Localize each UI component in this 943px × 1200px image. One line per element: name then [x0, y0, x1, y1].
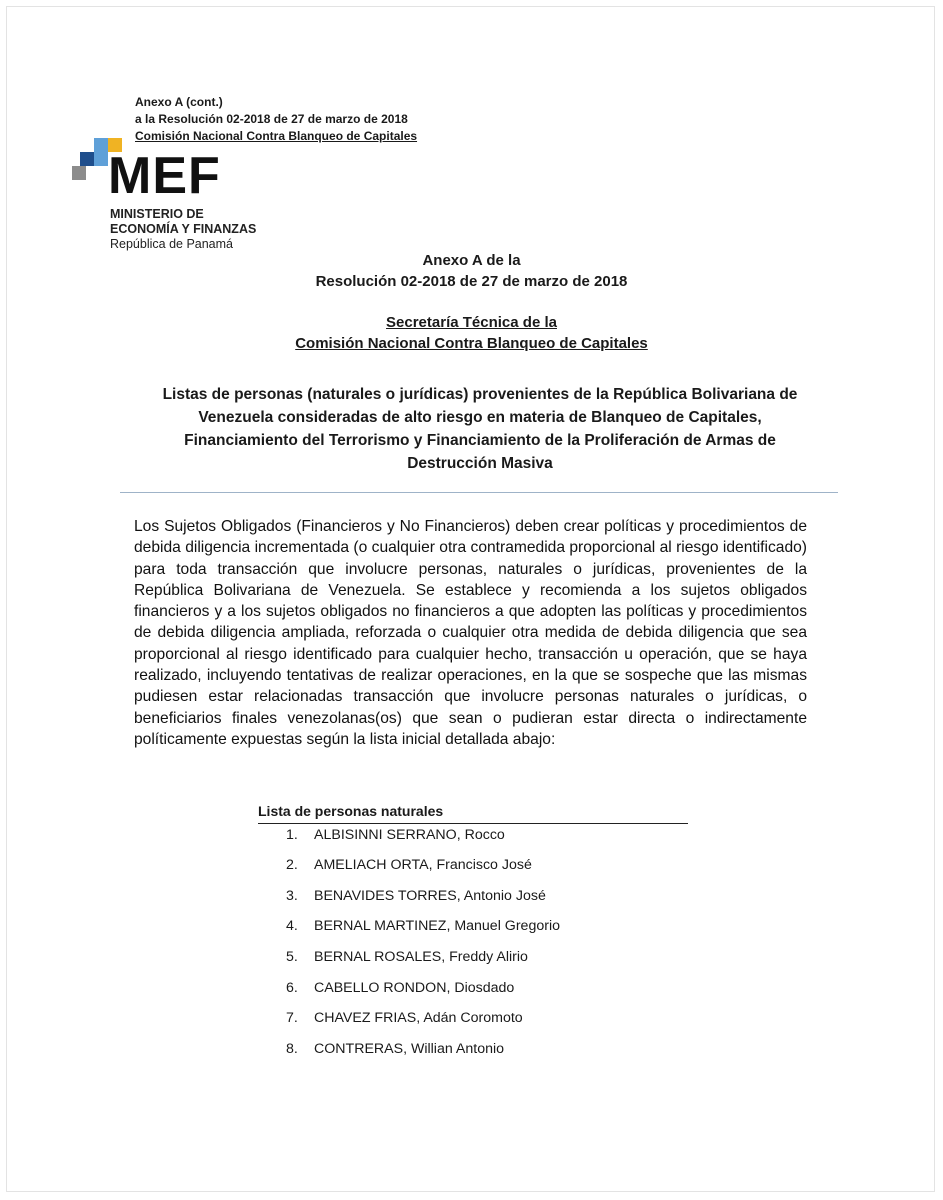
logo-line-3: República de Panamá	[110, 237, 233, 251]
list-item-name: CABELLO RONDON, Diosdado	[314, 979, 515, 996]
subject-title: Listas de personas (naturales o jurídicas) provenientes de la República Bolivariana de Venezuela consideradas de alto riesgo en materia de Blanqueo de Capitales, Financiamiento del Terrorismo y Financiamiento de la Proliferación de Armas de Destrucción Masiva	[162, 386, 798, 472]
list-item-number: 6.	[286, 979, 298, 996]
secretariat-title-line1: Secretaría Técnica de la	[386, 314, 557, 331]
natural-persons-list	[258, 826, 688, 1071]
list-item	[258, 826, 688, 856]
logo-line-2: ECONOMÍA Y FINANZAS	[110, 222, 257, 236]
logo-word: MEF	[108, 147, 221, 205]
list-item-name: ALBISINNI SERRANO, Rocco	[314, 827, 505, 843]
list-item-number: 3.	[286, 887, 298, 904]
list-title: Lista de personas naturales	[258, 802, 688, 824]
mef-logo	[72, 136, 292, 256]
header-note-line1: Anexo A (cont.)	[135, 95, 223, 109]
list-item-number: 1.	[286, 827, 298, 843]
list-item	[258, 948, 688, 979]
annex-title-line2: Resolución 02-2018 de 27 de marzo de 2018	[315, 273, 628, 290]
list-item-name: BERNAL ROSALES, Freddy Alirio	[314, 949, 528, 966]
header-note-line2: a la Resolución 02-2018 de 27 de marzo de 2018	[135, 112, 408, 126]
list-item-name: BENAVIDES TORRES, Antonio José	[314, 887, 546, 904]
logo-line-1: MINISTERIO DE	[110, 207, 204, 221]
list-item-number: 2.	[286, 857, 298, 873]
list-item-number: 5.	[286, 949, 298, 966]
list-item-name: CHAVEZ FRIAS, Adán Coromoto	[314, 1010, 523, 1027]
logo-square-dark-blue	[80, 152, 94, 166]
list-item-number: 4.	[286, 918, 298, 935]
logo-square-light-blue	[94, 138, 108, 152]
logo-square-gray	[72, 166, 86, 180]
list-item	[258, 979, 688, 1010]
list-item-name: CONTRERAS, Willian Antonio	[314, 1041, 505, 1058]
secretariat-title-line2: Comisión Nacional Contra Blanqueo de Capitales	[295, 335, 648, 352]
secretariat-title	[0, 312, 943, 354]
list-item-name: AMELIACH ORTA, Francisco José	[314, 857, 532, 873]
list-item-number: 7.	[286, 1010, 298, 1027]
logo-square-light-blue-2	[94, 152, 108, 166]
header-note-line3: Comisión Nacional Contra Blanqueo de Capitales	[135, 129, 418, 143]
list-item-number: 8.	[286, 1041, 298, 1058]
list-item	[258, 887, 688, 918]
annex-title	[0, 250, 943, 292]
divider	[120, 492, 838, 493]
body-paragraph: Los Sujetos Obligados (Financieros y No Financieros) deben crear políticas y procedimientos de debida diligencia incrementada (o cualquier otra contramedida proporcional al riesgo identificado) para toda transacción que involucre personas, naturales o jurídicas, provenientes de la República Bolivariana de Venezuela. Se establece y recomienda a los sujetos obligados financieros y a los sujetos obligados no financieros a que adopten las políticas y procedimientos de debida diligencia ampliada, reforzada o cualquier otra medida de debida diligencia que sea proporcional al riesgo identificado para cualquier hecho, transacción u operación, que se haya realizado, incluyendo tentativas de realizar operaciones, en la que se sospeche que las mismas pudiesen estar relacionadas transacción que involucre personas naturales o jurídicas, o beneficiarios finales venezolanas(os) que sean o pudieran estar directa o indirectamente políticamente expuestas según la lista inicial detallada abajo:	[134, 518, 807, 748]
list-item	[258, 917, 688, 948]
list-item-name: BERNAL MARTINEZ, Manuel Gregorio	[314, 918, 560, 935]
list-item	[258, 1009, 688, 1040]
list-item	[258, 1040, 688, 1071]
natural-persons-list-section	[258, 802, 688, 1071]
annex-title-line1: Anexo A de la	[422, 252, 521, 269]
list-item	[258, 856, 688, 887]
